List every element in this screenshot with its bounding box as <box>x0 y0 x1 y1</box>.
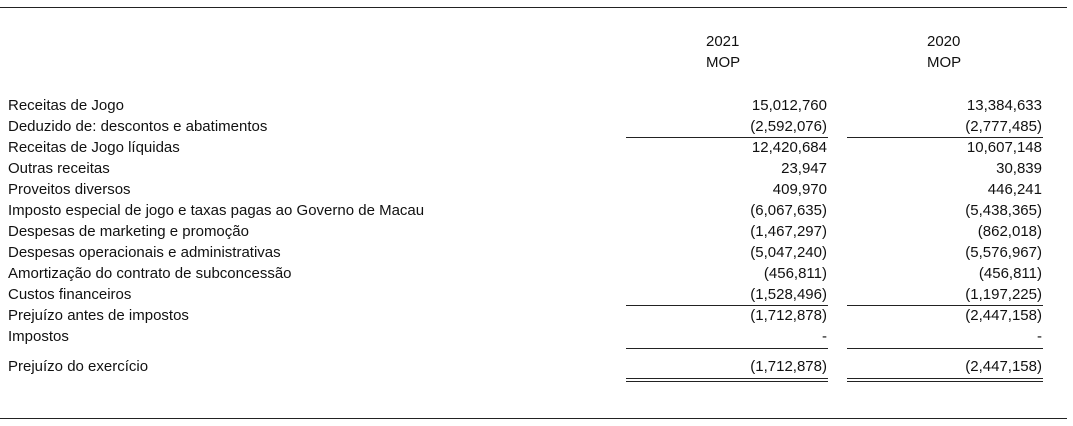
row-label: Deduzido de: descontos e abatimentos <box>8 118 268 135</box>
row-label: Impostos <box>8 328 69 345</box>
value-2020: (456,811) <box>978 265 1042 282</box>
row-label: Imposto especial de jogo e taxas pagas ao Governo de Macau <box>8 202 425 219</box>
value-2020: (862,018) <box>977 223 1042 240</box>
value-2020: (2,447,158) <box>965 307 1042 324</box>
subtotal-rule <box>847 348 1043 349</box>
table-row <box>0 305 1073 326</box>
row-label: Despesas operacionais e administrativas <box>8 244 281 261</box>
table-row <box>0 95 1073 116</box>
value-2020: 30,839 <box>996 160 1042 177</box>
row-label: Custos financeiros <box>8 286 132 303</box>
column-year: 2021 <box>706 33 740 50</box>
row-label: Despesas de marketing e promoção <box>8 223 249 240</box>
value-2020: (5,438,365) <box>965 202 1042 219</box>
column-header-2020 <box>927 31 961 73</box>
income-statement-table <box>0 95 1073 377</box>
value-2021: 12,420,684 <box>751 139 827 156</box>
column-header-2021 <box>706 31 740 73</box>
row-label: Outras receitas <box>8 160 110 177</box>
value-2020: (2,447,158) <box>965 358 1042 375</box>
table-row <box>0 356 1073 377</box>
table-row <box>0 221 1073 242</box>
value-2021: (1,712,878) <box>750 358 827 375</box>
table-row <box>0 326 1073 347</box>
value-2020: (2,777,485) <box>965 118 1042 135</box>
value-2020: - <box>1037 328 1042 345</box>
top-rule <box>0 7 1067 8</box>
row-label: Proveitos diversos <box>8 181 131 198</box>
row-label: Receitas de Jogo <box>8 97 124 114</box>
table-row <box>0 116 1073 137</box>
table-row <box>0 158 1073 179</box>
value-2020: 13,384,633 <box>966 97 1042 114</box>
bottom-rule <box>0 418 1067 419</box>
subtotal-rule <box>626 348 828 349</box>
value-2021: (5,047,240) <box>750 244 827 261</box>
value-2021: (1,528,496) <box>750 286 827 303</box>
row-label: Receitas de Jogo líquidas <box>8 139 180 156</box>
column-currency: MOP <box>927 54 962 71</box>
value-2021: - <box>822 328 827 345</box>
value-2020: (1,197,225) <box>965 286 1042 303</box>
value-2021: 23,947 <box>781 160 827 177</box>
value-2021: (1,467,297) <box>750 223 827 240</box>
column-currency: MOP <box>706 54 741 71</box>
spacer-row <box>0 347 1073 356</box>
table-row <box>0 200 1073 221</box>
table-row <box>0 284 1073 305</box>
double-underline <box>626 378 828 382</box>
double-underline <box>847 378 1043 382</box>
value-2021: (6,067,635) <box>750 202 827 219</box>
row-label: Prejuízo antes de impostos <box>8 307 189 324</box>
row-label: Prejuízo do exercício <box>8 358 149 375</box>
value-2021: 15,012,760 <box>751 97 827 114</box>
table-row <box>0 179 1073 200</box>
table-row <box>0 263 1073 284</box>
value-2021: (456,811) <box>763 265 827 282</box>
value-2021: 409,970 <box>772 181 827 198</box>
table-row <box>0 242 1073 263</box>
value-2021: (2,592,076) <box>750 118 827 135</box>
value-2020: 10,607,148 <box>966 139 1042 156</box>
table-row <box>0 137 1073 158</box>
value-2020: 446,241 <box>987 181 1042 198</box>
row-label: Amortização do contrato de subconcessão <box>8 265 292 282</box>
value-2021: (1,712,878) <box>750 307 827 324</box>
value-2020: (5,576,967) <box>965 244 1042 261</box>
column-year: 2020 <box>927 33 961 50</box>
